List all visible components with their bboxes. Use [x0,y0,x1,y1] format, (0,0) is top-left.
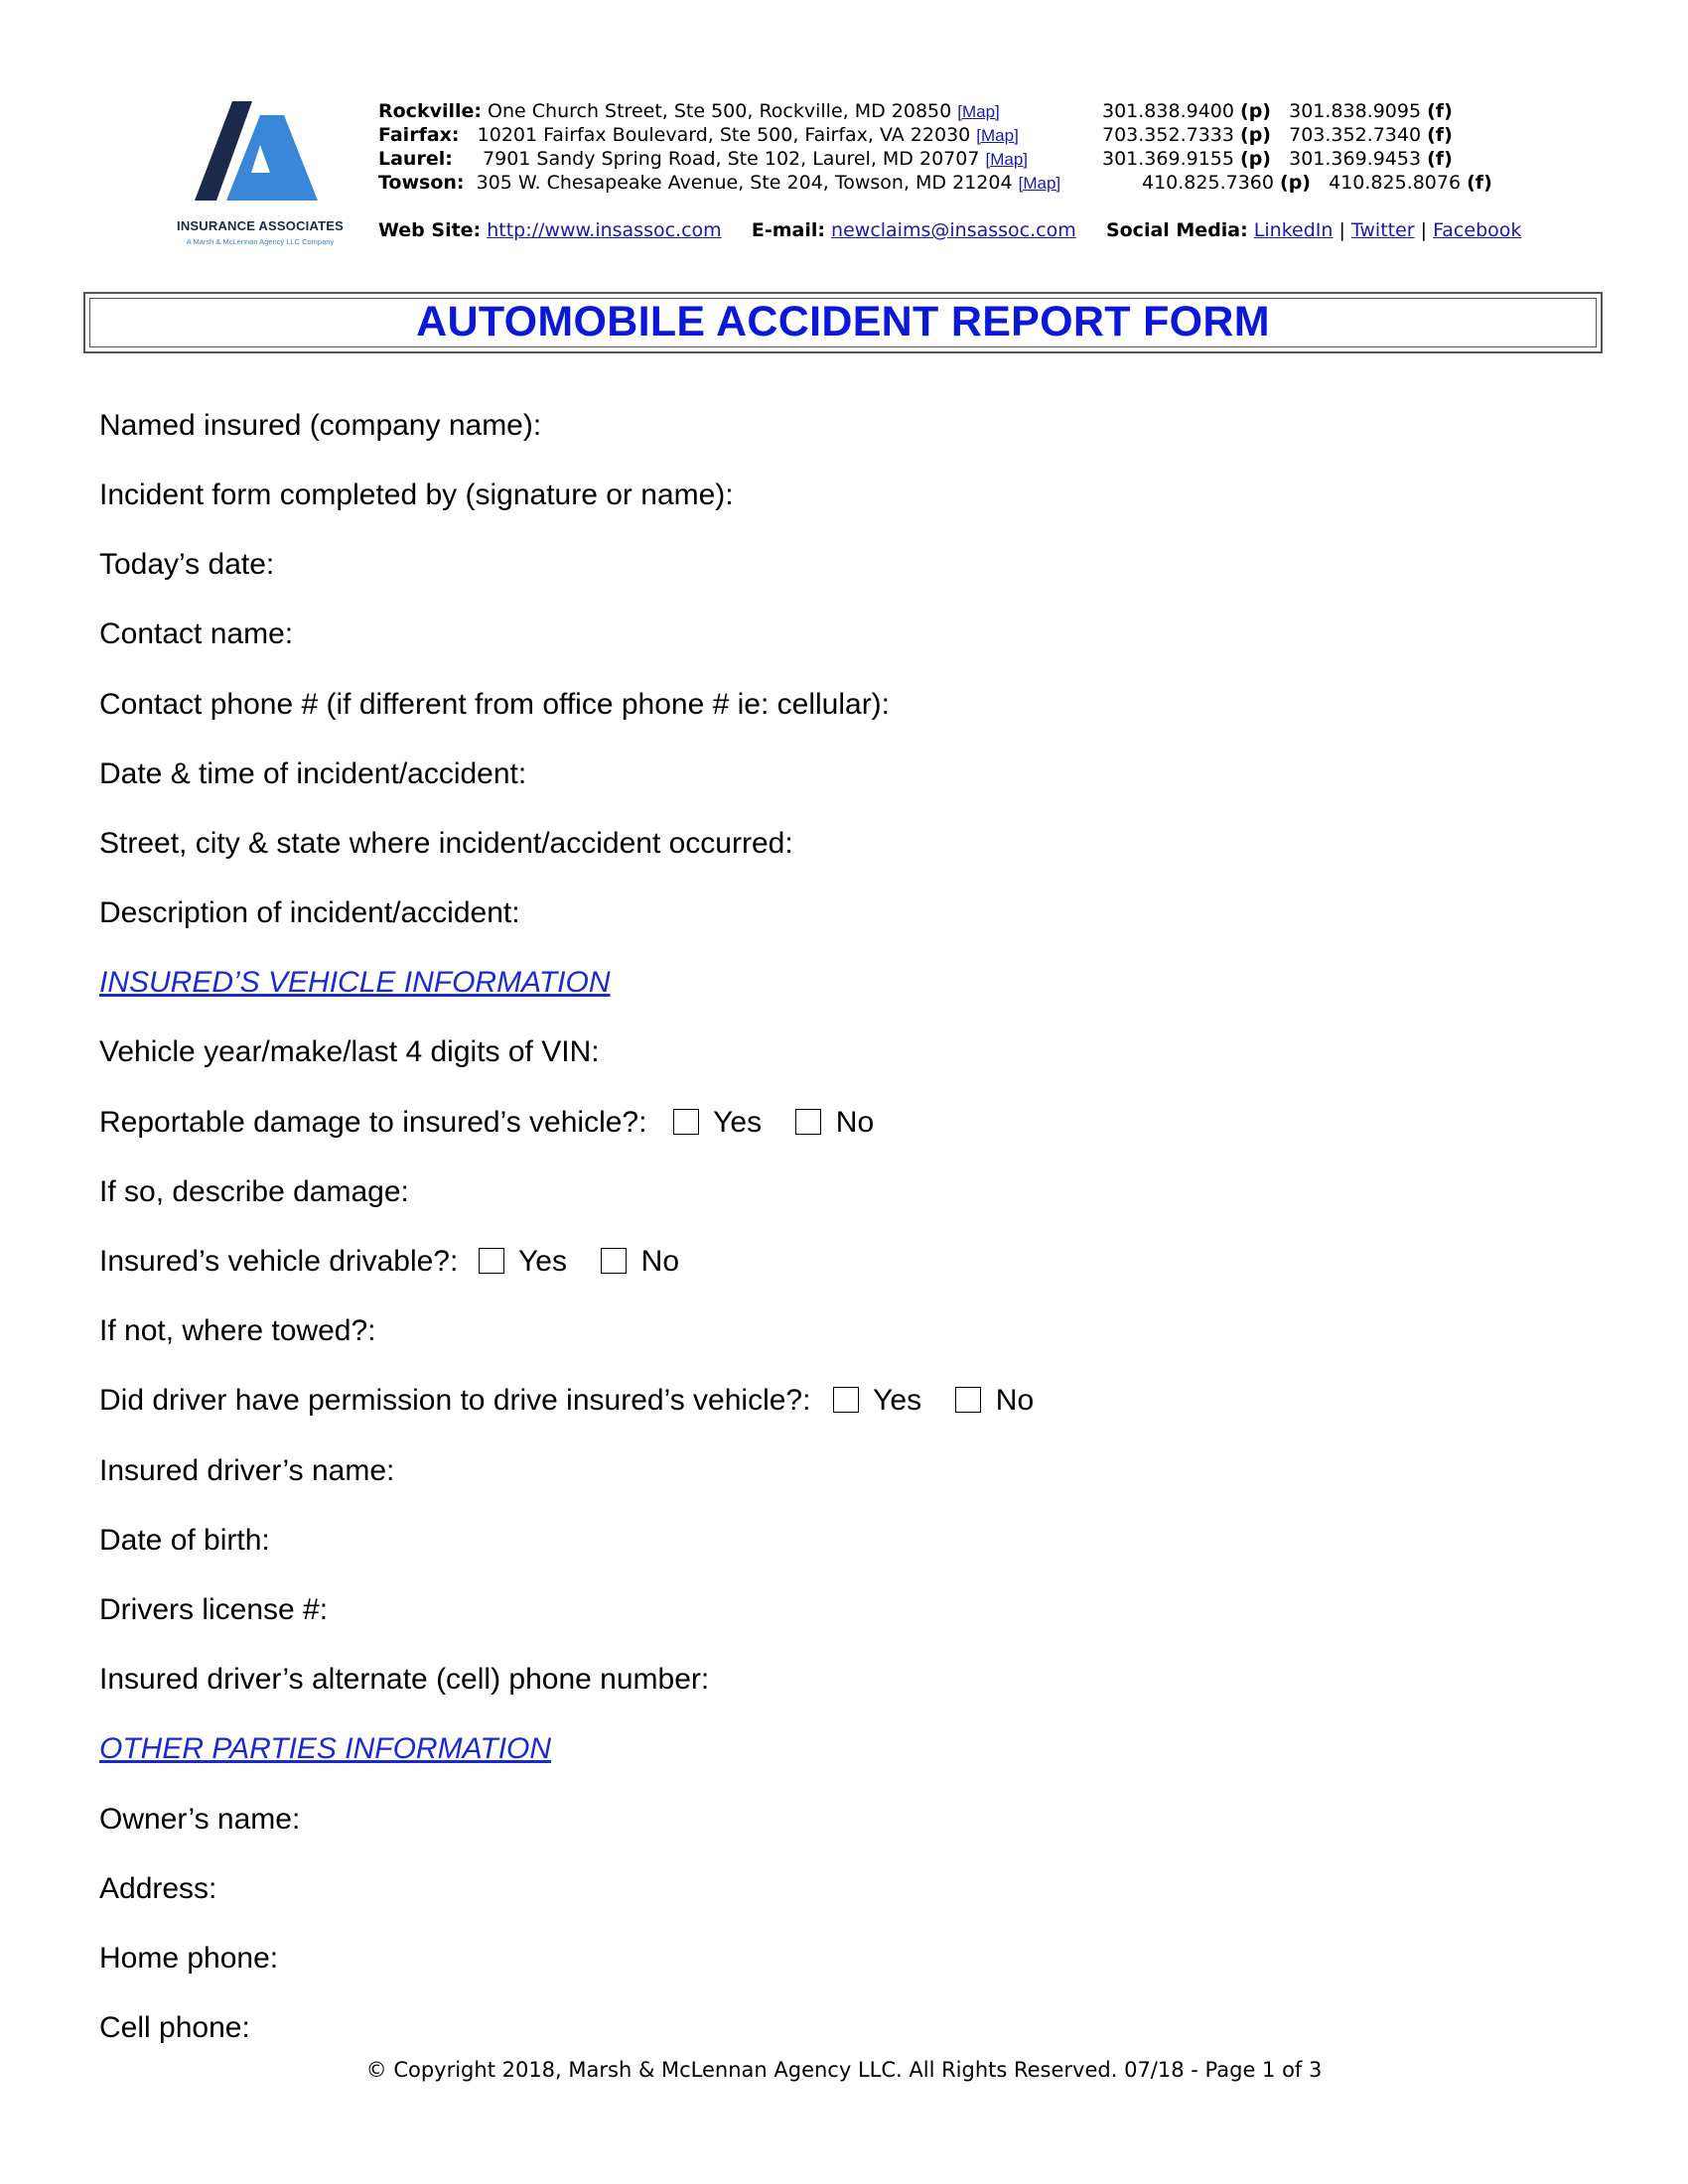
website-link[interactable]: http://www.insassoc.com [487,219,722,241]
permission-label: Did driver have permission to drive insured’s vehicle?: [99,1384,811,1417]
field-location: Street, city & state where incident/accident occurred: [99,827,793,860]
reportable-damage-yes-checkbox[interactable] [673,1109,699,1135]
field-where-towed: If not, where towed?: [99,1314,376,1347]
field-completed-by: Incident form completed by (signature or name): [99,478,734,511]
company-logo [167,101,353,260]
field-cell-phone: Cell phone: [99,2011,250,2044]
field-contact-name: Contact name: [99,617,294,650]
page-title: AUTOMOBILE ACCIDENT REPORT FORM [416,298,1270,345]
no-label: No [640,1245,680,1278]
field-named-insured: Named insured (company name): [99,409,542,442]
map-link[interactable]: [Map] [985,150,1029,169]
logo-tagline: A Marsh & McLennan Agency LLC Company [186,237,335,246]
office-row-fairfax [378,123,1019,148]
map-link[interactable]: [Map] [1018,174,1061,193]
map-link[interactable]: [Map] [976,126,1019,145]
separator: | [1338,219,1345,241]
field-drivable [99,1244,679,1280]
field-owner-name: Owner’s name: [99,1803,301,1836]
field-description: Description of incident/accident: [99,896,520,929]
drivable-yes-checkbox[interactable] [479,1248,504,1274]
social-label: Social Media: [1105,219,1248,241]
office-address: One Church Street, Ste 500, Rockville, MD 20850 [488,100,952,122]
field-driver-name: Insured driver’s name: [99,1454,395,1487]
office-address: 10201 Fairfax Boulevard, Ste 500, Fairfax, VA 22030 [477,124,971,146]
logo-mark-icon [195,101,326,205]
email-link[interactable]: newclaims@insassoc.com [831,219,1076,241]
office-row-towson [378,171,1060,196]
field-year-make-vin: Vehicle year/make/last 4 digits of VIN: [99,1035,600,1068]
reportable-damage-no-checkbox[interactable] [795,1109,821,1135]
logo-name: INSURANCE ASSOCIATES [177,218,344,233]
map-link[interactable]: [Map] [957,102,1000,121]
title-box [83,292,1603,353]
no-label: No [835,1106,875,1139]
contact-line [378,218,1521,242]
field-reportable-damage [99,1105,874,1141]
field-describe-damage: If so, describe damage: [99,1175,409,1208]
office-row-rockville [378,99,1000,124]
section-insured-vehicle[interactable]: INSURED’S VEHICLE INFORMATION [99,966,611,999]
field-alternate-phone: Insured driver’s alternate (cell) phone number: [99,1663,710,1696]
website-label: Web Site: [378,219,482,241]
yes-label: Yes [873,1384,922,1417]
field-date-of-birth: Date of birth: [99,1524,270,1557]
linkedin-link[interactable]: LinkedIn [1253,219,1334,241]
yes-label: Yes [713,1106,763,1139]
no-label: No [995,1384,1035,1417]
drivable-label: Insured’s vehicle drivable?: [99,1245,459,1278]
reportable-damage-label: Reportable damage to insured’s vehicle?: [99,1106,647,1139]
yes-label: Yes [518,1245,567,1278]
field-date-time: Date & time of incident/accident: [99,757,527,790]
field-todays-date: Today’s date: [99,548,275,581]
page-footer: © Copyright 2018, Marsh & McLennan Agency LLC. All Rights Reserved. 07/18 - Page 1 of 3 [365,2058,1323,2082]
email-label: E-mail: [751,219,825,241]
office-phones-towson: 410.825.7360 (p) 410.825.8076 (f) [1142,172,1492,194]
field-contact-phone: Contact phone # (if different from office phone # ie: cellular): [99,688,891,721]
office-address: 305 W. Chesapeake Avenue, Ste 204, Towson, MD 21204 [476,172,1013,194]
office-address: 7901 Sandy Spring Road, Ste 102, Laurel, MD 20707 [483,148,980,170]
office-city: Fairfax: [378,124,460,146]
section-other-parties[interactable]: OTHER PARTIES INFORMATION [99,1732,552,1765]
office-city: Rockville: [378,100,482,122]
twitter-link[interactable]: Twitter [1350,219,1415,241]
field-drivers-license: Drivers license #: [99,1593,329,1626]
permission-no-checkbox[interactable] [955,1387,981,1413]
separator: | [1420,219,1428,241]
office-city: Laurel: [378,148,453,170]
field-address: Address: [99,1872,217,1905]
field-home-phone: Home phone: [99,1942,279,1975]
office-row-laurel [378,147,1028,172]
permission-yes-checkbox[interactable] [833,1387,859,1413]
drivable-no-checkbox[interactable] [601,1248,627,1274]
office-phones-fairfax: 703.352.7333 (p) 703.352.7340 (f) [1102,124,1453,146]
office-city: Towson: [378,172,465,194]
office-phones-rockville: 301.838.9400 (p) 301.838.9095 (f) [1102,100,1453,122]
facebook-link[interactable]: Facebook [1433,219,1522,241]
field-permission [99,1383,1034,1419]
office-phones-laurel: 301.369.9155 (p) 301.369.9453 (f) [1102,148,1453,170]
